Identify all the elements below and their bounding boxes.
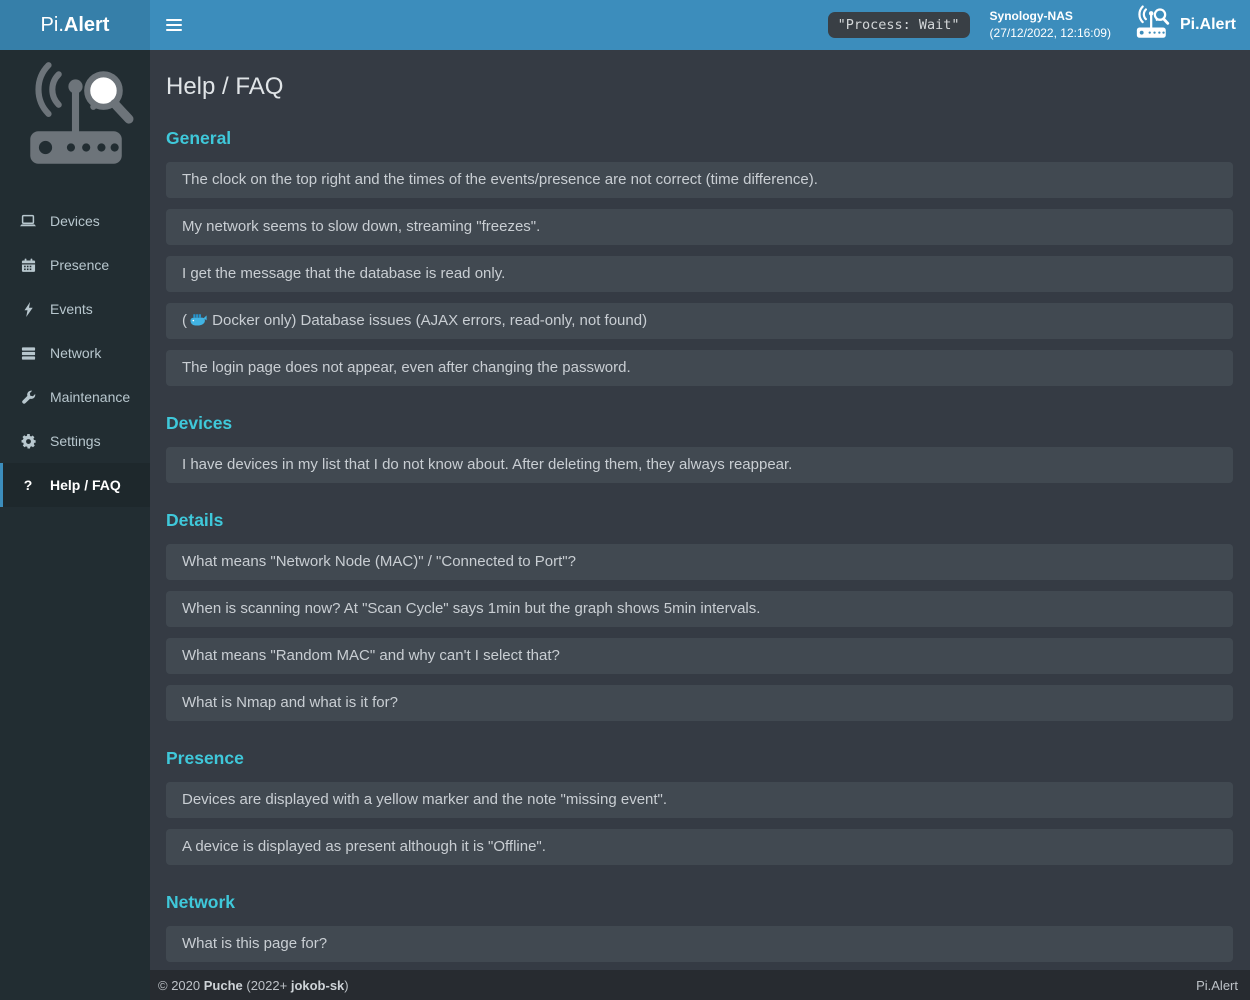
navbar: [150, 0, 1250, 50]
faq-section-presence: [166, 748, 1233, 865]
footer-link-jokob-sk[interactable]: jokob-sk: [290, 977, 345, 993]
faq-section-general: [166, 128, 1233, 386]
faq-question[interactable]: I have devices in my list that I do not know about. After deleting them, they always reappear.: [166, 447, 1233, 483]
section-title: Details: [166, 510, 224, 530]
router-scan-icon-small: [1131, 5, 1171, 46]
faq-section-network: [166, 892, 1233, 962]
faq-question[interactable]: I get the message that the database is read only.: [166, 256, 1233, 292]
wrench-icon: [19, 390, 37, 405]
sidebar-item-label: Devices: [50, 213, 100, 229]
sidebar-menu: [0, 199, 150, 507]
footer-copyright: © 2020 Puche (2022+ jokob-sk): [158, 977, 349, 993]
sidebar-logo: [0, 50, 150, 185]
sidebar-item-label: Settings: [50, 433, 101, 449]
faq-question[interactable]: What means "Network Node (MAC)" / "Connected to Port"?: [166, 544, 1233, 580]
faq-question[interactable]: Devices are displayed with a yellow marker and the note "missing event".: [166, 782, 1233, 818]
navbar-right: [828, 5, 1250, 46]
footer-brand: Pi.Alert: [1196, 977, 1238, 993]
sidebar: [0, 50, 150, 1000]
laptop-icon: [19, 214, 37, 228]
faq-section-devices: [166, 413, 1233, 483]
sidebar-toggle-button[interactable]: [150, 0, 198, 50]
faq-question[interactable]: What means "Random MAC" and why can't I select that?: [166, 638, 1233, 674]
section-title: Devices: [166, 413, 233, 433]
sidebar-item-devices[interactable]: [0, 199, 150, 243]
app-logo-name: Alert: [63, 13, 110, 36]
nas-timestamp: (27/12/2022, 12:16:09): [989, 26, 1111, 40]
footer: [150, 970, 1250, 1000]
faq-section-details: [166, 510, 1233, 721]
sidebar-item-label: Maintenance: [50, 389, 131, 405]
section-title: General: [166, 128, 232, 148]
question-icon: ?: [23, 477, 33, 493]
section-title: Presence: [166, 748, 244, 768]
faq-question[interactable]: My network seems to slow down, streaming "freezes".: [166, 209, 1233, 245]
sidebar-item-settings[interactable]: [0, 419, 150, 463]
router-scan-logo-icon: [14, 60, 136, 179]
docker-whale-icon: [187, 312, 208, 329]
sidebar-item-help-faq[interactable]: [0, 463, 150, 507]
header-brand-link[interactable]: [1131, 5, 1236, 46]
faq-question[interactable]: A device is displayed as present although it is "Offline".: [166, 829, 1233, 865]
sidebar-item-network[interactable]: [0, 331, 150, 375]
hamburger-icon: [166, 19, 182, 31]
sidebar-item-label: Network: [50, 345, 102, 361]
device-clock-block: [990, 8, 1111, 43]
header-brand-label: Pi.Alert: [1179, 16, 1236, 33]
faq-question[interactable]: The clock on the top right and the times of the events/presence are not correct (time difference).: [166, 162, 1233, 198]
nas-name: Synology-NAS: [989, 8, 1073, 23]
bolt-icon: [19, 302, 37, 317]
network-icon: [19, 346, 37, 361]
page-title: Help / FAQ: [166, 73, 284, 100]
gear-icon: [19, 434, 37, 449]
sidebar-item-maintenance[interactable]: [0, 375, 150, 419]
process-status-badge[interactable]: "Process: Wait": [828, 12, 970, 38]
app-logo-prefix: Pi.: [40, 13, 64, 36]
sidebar-item-events[interactable]: [0, 287, 150, 331]
faq-question[interactable]: The login page does not appear, even after changing the password.: [166, 350, 1233, 386]
sidebar-item-label: Help / FAQ: [50, 477, 121, 493]
sidebar-item-presence[interactable]: [0, 243, 150, 287]
faq-question[interactable]: What is Nmap and what is it for?: [166, 685, 1233, 721]
sidebar-item-label: Presence: [50, 257, 110, 273]
faq-sections: [166, 128, 1233, 962]
faq-question[interactable]: When is scanning now? At "Scan Cycle" says 1min but the graph shows 5min intervals.: [166, 591, 1233, 627]
top-header: [0, 0, 1250, 50]
sidebar-item-label: Events: [50, 301, 93, 317]
main-content: [150, 50, 1250, 970]
app-logo[interactable]: [0, 0, 150, 50]
section-title: Network: [166, 892, 236, 912]
faq-question[interactable]: What is this page for?: [166, 926, 1233, 962]
calendar-icon: [19, 258, 37, 273]
footer-link-puche[interactable]: Puche: [203, 977, 243, 993]
faq-question[interactable]: ( Docker only) Database issues (AJAX errors, read-only, not found): [166, 303, 1233, 339]
